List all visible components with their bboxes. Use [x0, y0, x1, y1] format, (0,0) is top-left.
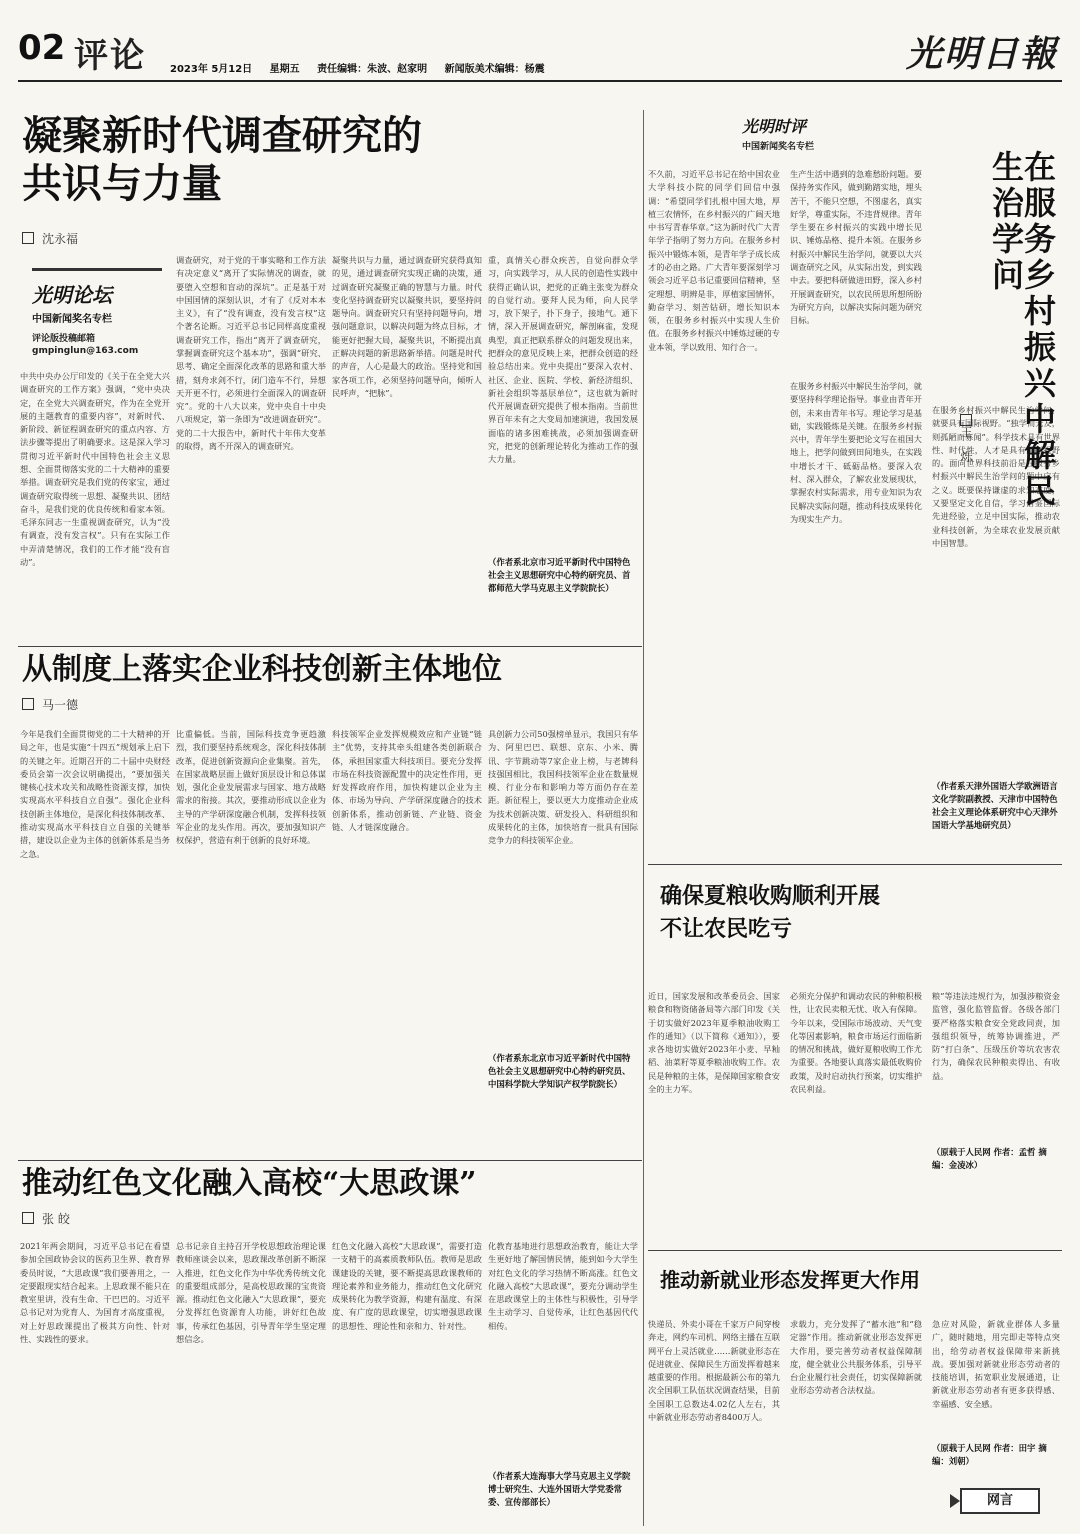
- article-2-title: 在服务乡村振兴中解民生治学问: [987, 150, 1057, 510]
- masthead: [0, 0, 1080, 86]
- article-4-col-2: 必须充分保护和调动农民的种粮积极性，让农民卖粮无忧、收入有保障。今年以来，受国际市场波动、天气变化等因素影响，粮食市场运行面临新的情况和挑战，做好夏粮收购工作尤为重要。各地要认真落实最低收购价政策，及时启动执行预案，切实维护农民利益。: [790, 991, 922, 1094]
- article-2-col-2: 在服务乡村振兴中解民生治学问，就要坚持科学理论指导。事业由青年开创，未来由青年书写。理论学习是基础，实践锻炼是关键。在服务乡村振兴中，青年学生要把论文写在祖国大地上，把学问做到田间地头，在实践中增长才干、砥砺品格。要深入农村、深入群众，了解农业发展现状，掌握农村实际需求，用专业知识为农民解决实际问题，推动科技成果转化为现实生产力。: [790, 381, 922, 524]
- article-4-col-1: 近日，国家发展和改革委员会、国家粮食和物资储备局等六部门印发《关于切实做好2023年夏季粮油收购工作的通知》（以下简称《通知》），要求各地切实做好2023年小麦、早籼稻、油菜籽等夏季粮油收购工作。农民是种粮的主体，是保障国家粮食安全的主力军。: [648, 991, 780, 1094]
- article-5-col-1: 2021年两会期间，习近平总书记在看望参加全国政协会议的医药卫生界、教育界委员时说，“大思政课”我们要善用之，一定要跟现实结合起来。上思政课不能只在教室里讲，没有生命、干巴巴的。习近平总书记对为党育人、为国育才高度重视，对上好思政课提出了极其方向性、针对性、实践性的要求。: [20, 1241, 170, 1344]
- article-1-byline: 沈永福: [22, 230, 78, 247]
- article-4-author-note: （原载于人民网 作者：孟哲 摘编：金凌冰）: [932, 1147, 1047, 1171]
- article-3-col-1: 今年是我们全面贯彻党的二十大精神的开局之年，也是实施“十四五”规划承上启下的关键之年。近期召开的二十届中央财经委员会第一次会议明确提出，“要加强关键核心技术攻关和战略性资源支撑，加快实现高水平科技自立自强”。强化企业科技创新主体地位，是深化科技体制改革、推动实现高水平科技自立自强的关键举措，建设以企业为主体的创新体系是当务之急。: [20, 729, 170, 859]
- wangyan-tag: 网言: [960, 1488, 1040, 1514]
- section-rule: [18, 646, 642, 647]
- article-5-author-note: （作者系大连海事大学马克思主义学院博士研究生、大连外国语大学党委常委、宣传部部长）: [488, 1471, 631, 1508]
- article-6-top-rule: [648, 1250, 1062, 1251]
- article-5-col-2: 总书记亲自主持召开学校思想政治理论课教师座谈会以来，思政课改革创新不断深入推进，红色文化作为中华优秀传统文化的重要组成部分，是高校思政课的宝贵资源。推动红色文化融入“大思政课”，要充分发挥红色资源育人功能，讲好红色故事，传承红色基因，引导青年学生坚定理想信念。: [176, 1241, 326, 1344]
- article-1-col-4: 重，真情关心群众疾苦，自觉向群众学习，向实践学习，从人民的创造性实践中获得正确认识，把党的正确主张变为群众的自觉行动。要拜人民为师，向人民学习，放下架子，扑下身子，接地气。通下情，深入开展调查研究，解剖麻雀，发现典型，真正把联系群众的问题发现出来，把群众的意见反映上来，把群众创造的经验总结出来。党中央提出“要深入农村、社区、企业、医院、学校、新经济组织、新社会组织等基层单位”，这也就为新时代开展调查研究提供了根本指南。当前世界百年未有之大变局加速演进，我国发展面临的诸多困难挑战，必须加强调查研究，把党的创新理论转化为推动工作的强大力量。: [488, 255, 638, 465]
- article-2-col-3: 生产生活中遇到的急难愁盼问题。要保持务实作风，做到勤踏实地，埋头苦干，不能只空想，不图虚名，真实好学，尊重实际，不违背规律。青年学生要在乡村振兴的实践中增长见识、锤炼品格、提升本领。在服务乡村振兴中解民生治学问，就要以大兴调查研究之风，从实际出发，到实践中去。要把科研做进田野，深入乡村开展调查研究，以农民所思所想所盼为研究方向，以解决实际问题为研究目标。: [790, 169, 922, 326]
- article-1-col-1: 中共中央办公厅印发的《关于在全党大兴调查研究的工作方案》强调，“党中央决定，在全党大兴调查研究，作为在全党开展的主题教育的重要内容”，对新时代、新阶段、新征程调查研究的重点内容、方法步骤等提出了明确要求。这是深入学习贯彻习近平新时代中国特色社会主义思想、全面贯彻落实党的二十大精神的重要举措。调查研究是我们党的传家宝，通过调查研究取得统一思想、凝聚共识、团结奋斗，是我们党的优良传统和看家本领。毛泽东同志一生重视调查研究，认为“没有调查，没有发言权”。只有在实际工作中弄清楚情况，我们的工作才能“没有盲动”。: [20, 371, 170, 567]
- page-number: 02: [18, 28, 66, 68]
- editors-credit: 责任编辑：朱波、赵家明: [317, 64, 428, 75]
- byline-box-icon: [22, 232, 34, 244]
- article-3-col-4: 具创新力公司50强榜单显示，我国只有华为、阿里巴巴、联想、京东、小米、腾讯、字节跳动等7家企业上榜，与老牌科技强国相比，我国科技领军企业在数量规模、行业分布和影响力等方面仍存在差距。新征程上，要以更大力度推动企业成为技术创新决策、研发投入、科研组织和成果转化的主体，加快培育一批具有国际竞争力的科技领军企业。: [488, 729, 638, 846]
- section-name: 评论: [74, 36, 146, 76]
- article-2-col-4: 在服务乡村振兴中解民生治学问，就要具有国际视野。“独学而无友，则孤陋而寡闻”。科学技术具有世界性、时代性，人才是具有国际视野的。面向世界科技前沿是在服务乡村振兴中解民生治学问的题中应有之义。既要保持谦虚的求知态度，又要坚定文化自信，学习借鉴国际先进经验，立足中国实际，推动农业科技创新，为全球农业发展贡献中国智慧。: [932, 405, 1060, 548]
- article-4-top-rule: [648, 864, 1062, 865]
- issue-date: 2023年 5月12日: [170, 64, 253, 75]
- submission-email: gmpinglun@163.com: [32, 346, 139, 356]
- designer-credit: 新闻版美术编辑：杨震: [444, 64, 545, 75]
- article-3-byline: 马一德: [22, 696, 78, 713]
- column-divider: [643, 110, 644, 1526]
- byline-box-icon: [22, 1212, 34, 1224]
- article-1-col-3: 凝聚共识与力量，通过调查研究获得真知的见，通过调查研究实现正确的决策，通过调查研究凝聚正确的智慧与力量。时代变化坚持调查研究以凝聚共识，要坚持问题导向。调查研究只有坚持问题导向，增强问题意识，以解决问题为终点目标，才能更好把握大局，凝聚共识，不断提出真正解决问题的新思路新举措。问题是时代的声音，人心是最大的政治。坚持党和国家各项工作，必须坚持问题导向，倾听人民呼声，“把脉”。: [332, 255, 482, 398]
- article-1-col-2: 调查研究，对于党的干事实略和工作方法有决定意义“离开了实际情况的调查，就要堕入空想和盲动的深坑”。正是基于对中国国情的深刻认识，才有了《反对本本主义》，有了“没有调查，没有发言权”这个著名论断。习近平总书记同样高度重视调查研究工作，指出“离开了调查研究，掌握调查研究这个基本功”，强调“研究、思考、确定全面深化改革的思路和重大举措，刻舟求剑不行，闭门造车不行，异想天开更不行，必须进行全面深入的调查研究”。党的十八大以来，党中央自十中央八项规定，第一条即为“改进调查研究”。党的二十大报告中，新时代十年伟大变革的取得，离不开深入的调查研究。: [176, 255, 326, 451]
- masthead-rule: [18, 80, 1062, 82]
- article-3-col-3: 科技领军企业发挥规模效应和产业链“链主”优势，支持其牵头组建各类创新联合体，承担国家重大科技项目。要充分发挥市场在科技资源配置中的决定性作用，更好发挥政府作用，加快构建以企业为主体、市场为导向、产学研深度融合的技术创新体系，推动创新链、产业链、资金链、人才链深度融合。: [332, 729, 482, 832]
- article-3-title: 从制度上落实企业科技创新主体地位: [22, 652, 502, 687]
- article-5-col-3: 红色文化融入高校“大思政课”，需要打造一支精干的高素质教师队伍。教师是思政课建设的关键，要不断提高思政课教师的理论素养和业务能力，推动红色文化研究成果转化为教学资源，构建有温度、有深度、有广度的思政课堂，切实增强思政课的思想性、理论性和亲和力、针对性。: [332, 1241, 482, 1331]
- article-6-author-note: （原载于人民网 作者：田宇 摘编：刘朝）: [932, 1443, 1047, 1467]
- article-2-col-1: 不久前，习近平总书记在给中国农业大学科技小院的同学们回信中强调：“希望同学们扎根中国大地，厚植三农情怀，在乡村振兴的广阔天地中书写青春华章。”这为新时代广大青年学子指明了努力方向。在服务乡村振兴中锻炼本领，是青年学子成长成才的必由之路。广大青年要深刻学习领会习近平总书记重要回信精神，坚定理想、明辨是非，厚植家国情怀，勤奋学习、刻苦钻研，增长知识本领，在服务乡村振兴中实现人生价值。在服务乡村振兴中锤炼过硬的专业本领，学以致用、知行合一。: [648, 169, 780, 352]
- article-4-col-3: 粮”等违法违规行为，加强涉粮资金监管，强化监管监督。各级各部门要严格落实粮食安全党政同责，加强组织领导，统筹协调推进，严防“打白条”、压级压价等坑农害农行为，确保农民种粮卖得出、有收益。: [932, 991, 1060, 1081]
- article-1-title: 凝聚新时代调查研究的 共识与力量: [22, 112, 422, 207]
- article-2-byline: 王 烁: [958, 414, 975, 484]
- article-6-col-3: 急应对风险，新就业群体人多量广，随时随地，用完即走等特点突出，给劳动者权益保障带来新挑战。要加强对新就业形态劳动者的技能培训，拓宽职业发展通道，让新就业形态劳动者有更多获得感、幸福感、安全感。: [932, 1319, 1060, 1409]
- guangming-commentary-badge: 光明时评 中国新闻奖名专栏: [742, 117, 815, 152]
- article-4-title: 确保夏粮收购顺利开展 不让农民吃亏: [660, 883, 881, 942]
- article-6-title: 推动新就业形态发挥更大作用: [660, 1268, 920, 1292]
- guangming-forum-badge: 光明论坛 中国新闻奖名专栏 评论版投稿邮箱 gmpinglun@163.com: [32, 268, 162, 341]
- article-6-col-2: 求载力，充分发挥了“蓄水池”和“稳定器”作用。推动新就业形态发挥更大作用，要完善劳动者权益保障制度，健全就业公共服务体系，引导平台企业履行社会责任，切实保障新就业形态劳动者合法权益。: [790, 1319, 922, 1396]
- article-5-byline: 张 皎: [22, 1210, 70, 1227]
- byline-box-icon: [22, 698, 34, 710]
- article-3-author-note: （作者系东北京市习近平新时代中国特色社会主义思想研究中心特约研究员、中国科学院大学知识产权学院院长）: [488, 1053, 631, 1090]
- masthead-meta: [170, 60, 559, 75]
- article-3-col-2: 比重偏低。当前，国际科技竞争更趋激烈，我们要坚持系统观念，深化科技体制改革，促进创新资源向企业集聚。首先，在国家战略层面上做好顶层设计和总体谋划，强化企业发展需求与国家、地方战略需求的衔接。其次，要推动形成以企业为主导的产学研深度融合机制，发挥科技领军企业的龙头作用。再次，要加强知识产权保护，营造有利于创新的良好环境。: [176, 729, 326, 846]
- article-1-author-note: （作者系北京市习近平新时代中国特色社会主义思想研究中心特约研究员、首都师范大学马克思主义学院院长）: [488, 557, 631, 594]
- article-5-col-4: 化教育基地进行思想政治教育，能让大学生更好地了解国情民情，能到如今大学生对红色文化的学习热情不断高涨。红色文化融入高校“大思政课”，要充分调动学生在思政课堂上的主体性与积极性，引导学生主动学习、自觉传承，让红色基因代代相传。: [488, 1241, 638, 1331]
- byline-box-icon: [960, 414, 972, 426]
- article-2-author-note: （作者系天津外国语大学欧洲语言文化学院副教授、天津市中国特色社会主义理论体系研究中心天津外国语大学基地研究员）: [932, 781, 1058, 831]
- newspaper-logo: 光明日報: [905, 33, 1058, 75]
- article-5-title: 推动红色文化融入高校“大思政课”: [22, 1166, 477, 1201]
- issue-weekday: 星期五: [269, 64, 300, 75]
- section-rule: [18, 1160, 642, 1161]
- article-6-col-1: 快递员、外卖小哥在千家万户间穿梭奔走，网约车司机、网络主播在互联网平台上灵活就业……新就业形态在促进就业、保障民生方面发挥着越来越重要的作用。根据最新公布的第九次全国职工队伍状况调查结果，目前全国职工总数达4.02亿人左右，其中新就业形态劳动者8400万人。: [648, 1319, 780, 1422]
